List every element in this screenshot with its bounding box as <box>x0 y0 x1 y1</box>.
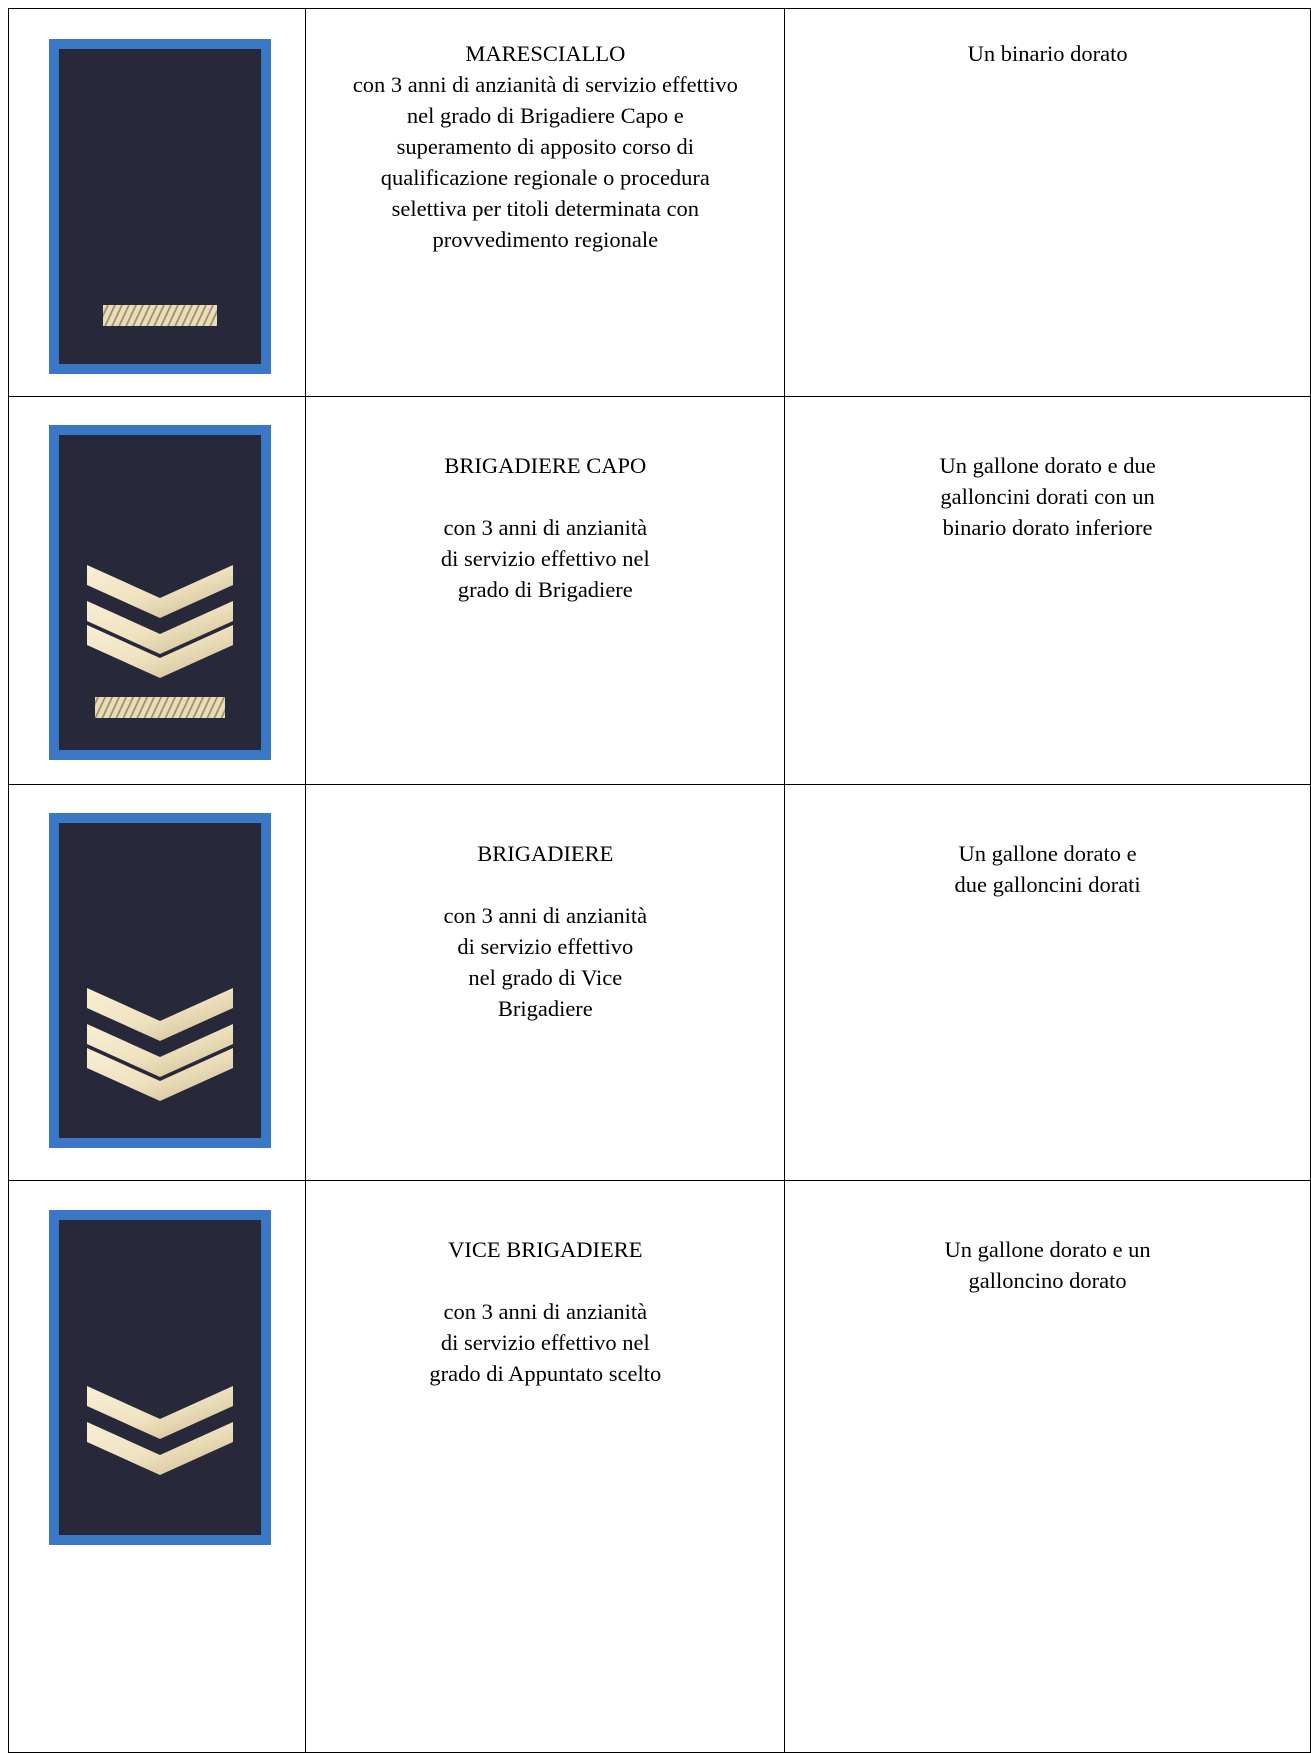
table-row <box>9 785 1311 1181</box>
epaulette-three-chevrons-icon <box>49 813 271 1148</box>
insignia-svg <box>49 1210 271 1545</box>
epaulette-three-chevrons-bar-icon <box>49 425 271 760</box>
rank-title: BRIGADIERE <box>477 841 614 866</box>
gold-bar-stripe <box>103 305 217 326</box>
table-row <box>9 9 1311 397</box>
table-row <box>9 1181 1311 1753</box>
rank-title: MARESCIALLO <box>465 41 626 66</box>
rank-insignia-table <box>8 8 1311 1753</box>
insignia-cell <box>9 785 306 1181</box>
table-row <box>9 397 1311 785</box>
badge-description: Un gallone dorato e due galloncini dorati <box>954 841 1141 897</box>
rank-requirement: con 3 anni di anzianità di servizio effettivo nel grado di Brigadiere <box>440 515 650 602</box>
badge-description-cell <box>785 397 1311 785</box>
badge-description: Un binario dorato <box>967 41 1128 66</box>
rank-requirement: con 3 anni di anzianità di servizio effettivo nel grado di Vice Brigadiere <box>443 903 648 1021</box>
epaulette-two-chevrons-icon <box>49 1210 271 1545</box>
description-cell <box>306 9 785 397</box>
insignia-cell <box>9 9 306 397</box>
badge-description: Un gallone dorato e due galloncini dorati con un binario dorato inferiore <box>939 453 1156 540</box>
epaulette-one-bar-icon <box>49 39 271 374</box>
description-cell <box>306 785 785 1181</box>
insignia-svg <box>49 813 271 1148</box>
description-cell <box>306 1181 785 1753</box>
gold-bar-stripe <box>95 697 225 718</box>
rank-requirement: con 3 anni di anzianità di servizio effettivo nel grado di Appuntato scelto <box>429 1299 662 1386</box>
description-cell <box>306 397 785 785</box>
insignia-cell <box>9 397 306 785</box>
rank-title: BRIGADIERE CAPO <box>444 453 647 478</box>
epaulette-board <box>59 1220 261 1535</box>
badge-description-cell <box>785 1181 1311 1753</box>
badge-description-cell <box>785 9 1311 397</box>
rank-requirement: con 3 anni di anzianità di servizio effettivo nel grado di Brigadiere Capo e superamento di apposito corso di qualificazione regionale o procedura selettiva per titoli determinata con provvedimento regionale <box>352 72 738 252</box>
rank-title: VICE BRIGADIERE <box>448 1237 643 1262</box>
badge-description: Un gallone dorato e un galloncino dorato <box>944 1237 1151 1293</box>
badge-description-cell <box>785 785 1311 1181</box>
insignia-svg <box>49 39 271 374</box>
insignia-svg <box>49 425 271 760</box>
insignia-cell <box>9 1181 306 1753</box>
